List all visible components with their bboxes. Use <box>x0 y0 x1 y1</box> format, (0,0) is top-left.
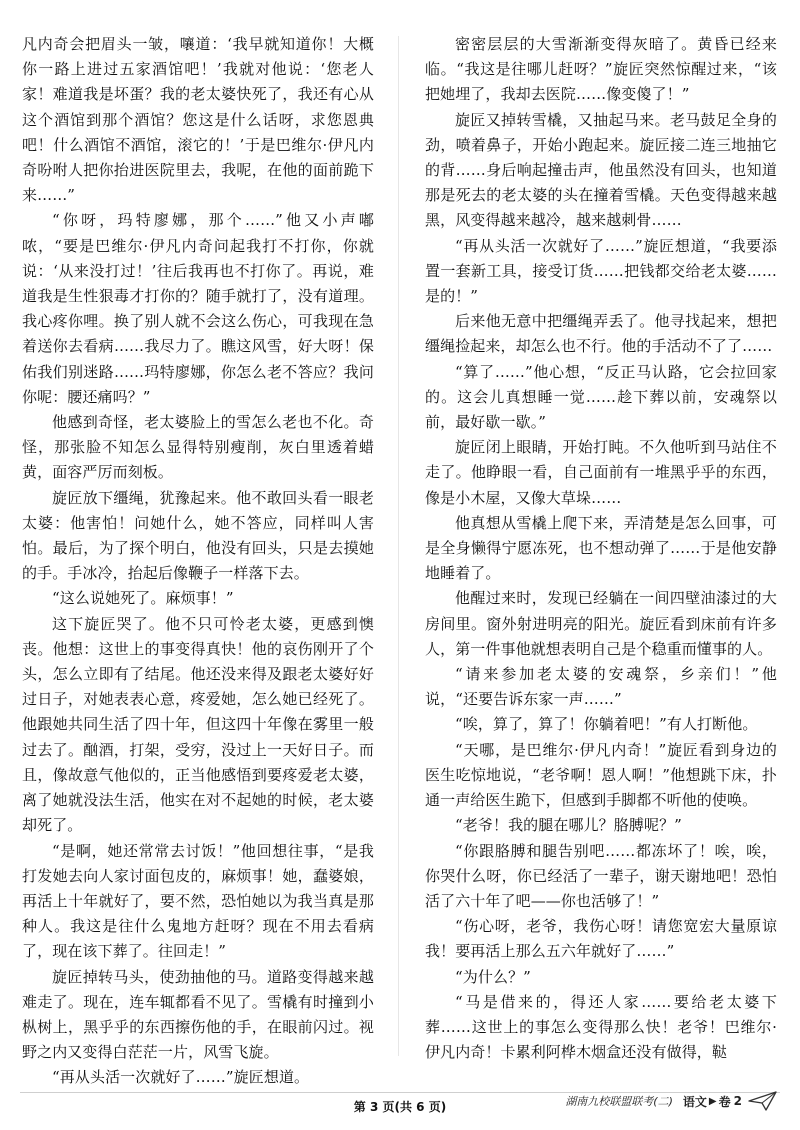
right-paragraph-7: 他真想从雪橇上爬下来，弄清楚是怎么回事，可是全身懒得宁愿冻死，也不想动弹了……于是他安静地睡着了。 <box>425 513 777 583</box>
volume-number: 2 <box>733 1094 742 1108</box>
column-divider <box>398 36 399 1056</box>
left-paragraph-3: 他感到奇怪，老太婆脸上的雪怎么老也不化。奇怪，那张脸不知怎么显得特别瘦削，灰白里透着蜡黄，面容严厉而刻板。 <box>22 413 374 482</box>
left-paragraph-7: “是啊，她还常常去讨饭！”他回想往事，“是我打发她去向人家讨面包皮的，麻烦事！她，蠢婆娘，再活上十年就好了，要不然，恐怕她以为我当真是那种人。我这是往什么鬼地方赶呀？现在不用去看病了，现在该下葬了。往回走！” <box>22 841 374 961</box>
page-number: 第 3 页(共 6 页) <box>353 1100 447 1114</box>
right-paragraph-2: 旋匠又掉转雪橇，又抽起马来。老马鼓足全身的劲，喷着鼻子，开始小跑起来。旋匠接二连三地抽它的背……身后响起撞击声，他虽然没有回头，也知道那是死去的老太婆的头在撞着雪橇。天色变得越来越黑，风变得越来越冷，越来越刺骨…… <box>425 110 777 230</box>
right-paragraph-1: 密密层层的大雪渐渐变得灰暗了。黄昏已经来临。“我这是往哪儿赶呀？”旋匠突然惊醒过来，“该把她埋了，我却去医院……像变傻了！” <box>425 35 777 104</box>
left-paragraph-4: 旋匠放下缰绳，犹豫起来。他不敢回头看一眼老太婆：他害怕！问她什么，她不答应，同样叫人害怕。最后，为了探个明白，他没有回头，只是去摸她的手。手冰冷，抬起后像鞭子一样落下去。 <box>22 488 374 583</box>
left-paragraph-5: “这么说她死了。麻烦事！” <box>52 589 234 608</box>
paper-plane-icon <box>748 1090 778 1112</box>
left-paragraph-1: 凡内奇会把眉头一皱，嚷道：‘我早就知道你！大概你一路上进过五家酒馆吧！’我就对他说：‘您老人家！难道我是坏蛋？我的老太婆快死了，我还有心从这个酒馆到那个酒馆？您这是什么话呀，求您恩典吧！什么酒馆不酒馆，滚它的！’于是巴维尔·伊凡内奇吩咐人把你抬进医院里去，我呢，在他的面前跪下来……” <box>22 35 374 205</box>
right-paragraph-15: “为什么？” <box>455 967 531 986</box>
right-paragraph-14: “伤心呀，老爷，我伤心呀！请您宽宏大量原谅我！要再活上那么五六年就好了……” <box>425 917 777 961</box>
left-column <box>22 32 374 1087</box>
footer-exam-info <box>565 1088 778 1114</box>
right-paragraph-12: “老爷！我的腿在哪儿？胳膊呢？” <box>455 816 682 835</box>
right-paragraph-6: 旋匠闭上眼睛，开始打盹。不久他听到马站住不走了。他睁眼一看，自己面前有一堆黑乎乎的东西，像是小木屋，又像大草垛…… <box>425 438 777 507</box>
right-paragraph-13: “你跟胳膊和腿告别吧……都冻坏了！唉，唉，你哭什么呀，你已经活了一辈子，谢天谢地吧！恐怕活了六十年了吧——你也活够了！” <box>425 841 777 910</box>
volume-label: 卷 <box>718 1094 731 1109</box>
subject-label: 语文 <box>682 1094 707 1109</box>
right-paragraph-10: “唉，算了，算了！你躺着吧！”有人打断他。 <box>455 715 758 734</box>
right-column <box>425 32 777 1062</box>
right-paragraph-9: “请来参加老太婆的安魂祭，乡亲们！”他说，“还要告诉东家一声……” <box>425 665 777 709</box>
right-paragraph-4: 后来他无意中把缰绳弄丢了。他寻找起来，想把缰绳捡起来，却怎么也不行。他的手活动不了了…… <box>425 312 777 356</box>
right-paragraph-8: 他醒过来时，发现已经躺在一间四壁油漆过的大房间里。窗外射进明亮的阳光。旋匠看到床前有许多人，第一件事他就想表明自己是个稳重而懂事的人。 <box>425 589 777 658</box>
right-paragraph-16: “马是借来的，得还人家……要给老太婆下葬……这世上的事怎么变得那么快！老爷！巴维尔·伊凡内奇！卡累利阿桦木烟盒还没有做得，鞑 <box>425 992 777 1062</box>
right-paragraph-5: “算了……”他心想，“反正马认路，它会拉回家的。这会儿真想睡一觉……趁下葬以前，安魂祭以前，最好歇一歇。” <box>425 362 777 432</box>
left-paragraph-9: “再从头活一次就好了……”旋匠想道。 <box>52 1068 310 1087</box>
left-paragraph-8: 旋匠掉转马头，使劲抽他的马。道路变得越来越难走了。现在，连车辄都看不见了。雪橇有时撞到小枞树上，黑乎乎的东西擦伤他的手，在眼前闪过。视野之内又变得白茫茫一片，风雪飞旋。 <box>22 967 374 1062</box>
left-paragraph-2: “你呀，玛特廖娜，那个……”他又小声嘟哝，“要是巴维尔·伊凡内奇问起我打不打你，你就说：‘从来没打过！’往后我再也不打你了。再说，难道我是生性狠毒才打你的？随手就打了，没有道理。我心疼你哩。换了别人就不会这么伤心，可我现在急着送你去看病……我尽力了。瞧这风雪，好大呀！保佑我们别迷路……玛特廖娜，你怎么老不答应？我问你呢：腰还痛吗？” <box>22 211 374 406</box>
right-paragraph-11: “天哪，是巴维尔·伊凡内奇！”旋匠看到身边的医生吃惊地说，“老爷啊！恩人啊！”他想跳下床，扑通一声给医生跪下，但感到手脚都不听他的使唤。 <box>425 740 777 810</box>
right-paragraph-3: “再从头活一次就好了……”旋匠想道，“我要添置一套新工具，接受订货……把钱都交给老太婆……是的！” <box>425 236 777 306</box>
left-paragraph-6: 这下旋匠哭了。他不只可怜老太婆，更感到懊丧。他想：这世上的事变得真快！他的哀伤刚开了个头，怎么立即有了结尾。他还没来得及跟老太婆好好过日子，对她表表心意，疼爱她，怎么她已经死了。他跟她共同生活了四十年，但这四十年像在雾里一般过去了。酗酒，打架，受穷，没过上一天好日子。而且，像故意气他似的，正当他感悟到要疼爱老太婆，离了她就没法生活，他实在对不起她的时候，老太婆却死了。 <box>22 614 374 835</box>
triangle-right-icon: ▶ <box>708 1095 717 1107</box>
exam-name: 湖南九校联盟联考(二) <box>565 1095 673 1108</box>
